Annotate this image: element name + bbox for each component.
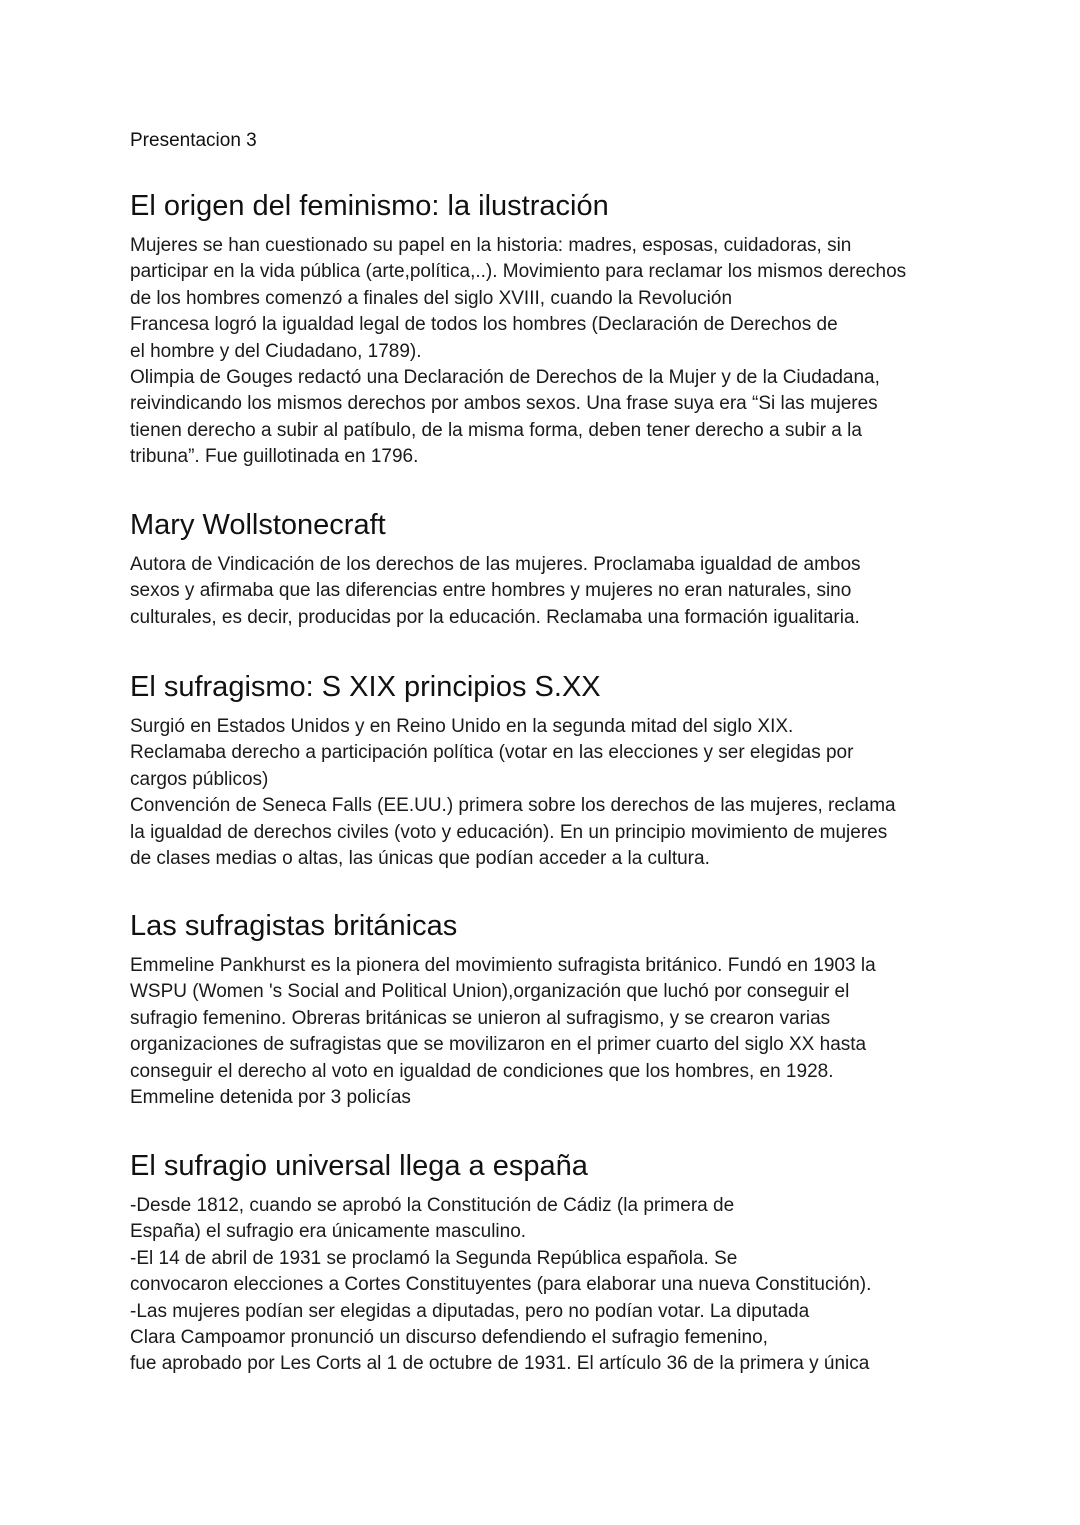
section-heading: El sufragismo: S XIX principios S.XX: [130, 671, 601, 703]
paragraph-line: Emmeline Pankhurst es la pionera del movimiento sufragista británico. Fundó en 1903 la: [130, 955, 876, 976]
paragraph-line: cargos públicos): [130, 768, 269, 790]
paragraph-line: convocaron elecciones a Cortes Constituyentes (para elaborar una nueva Constitución).: [130, 1274, 872, 1296]
paragraph-line: WSPU (Women 's Social and Political Union),organización que luchó por conseguir el: [130, 981, 850, 1003]
document-page: [130, 128, 960, 1375]
paragraph-line: Autora de Vindicación de los derechos de las mujeres. Proclamaba igualdad de ambos: [130, 554, 861, 575]
section-heading: El origen del feminismo: la ilustración: [130, 190, 609, 222]
paragraph-line: Clara Campoamor pronunció un discurso defendiendo el sufragio femenino,: [130, 1327, 768, 1349]
paragraph-line: de clases medias o altas, las únicas que podían acceder a la cultura.: [130, 848, 710, 870]
paragraph-line: tribuna”. Fue guillotinada en 1796.: [130, 446, 419, 468]
paragraph-line: culturales, es decir, producidas por la educación. Reclamaba una formación igualitaria.: [130, 606, 860, 628]
paragraph-line: el hombre y del Ciudadano, 1789).: [130, 340, 422, 362]
paragraph-line: tienen derecho a subir al patíbulo, de la misma forma, deben tener derecho a subir a la: [130, 419, 862, 441]
paragraph-line: fue aprobado por Les Corts al 1 de octubre de 1931. El artículo 36 de la primera y única: [130, 1353, 870, 1375]
paragraph-line: Reclamaba derecho a participación política (votar en las elecciones y ser elegidas por: [130, 742, 854, 764]
paragraph-line: Mujeres se han cuestionado su papel en la historia: madres, esposas, cuidadoras, sin: [130, 235, 852, 256]
paragraph-line: reivindicando los mismos derechos por ambos sexos. Una frase suya era “Si las mujeres: [130, 393, 878, 415]
paragraph-line: de los hombres comenzó a finales del siglo XVIII, cuando la Revolución: [130, 287, 733, 309]
paragraph-line: sexos y afirmaba que las diferencias entre hombres y mujeres no eran naturales, sino: [130, 580, 852, 602]
paragraph-line: conseguir el derecho al voto en igualdad de condiciones que los hombres, en 1928.: [130, 1060, 834, 1082]
paragraph-line: organizaciones de sufragistas que se movilizaron en el primer cuarto del siglo XX hasta: [130, 1034, 867, 1056]
paragraph-line: Olimpia de Gouges redactó una Declaración de Derechos de la Mujer y de la Ciudadana,: [130, 367, 880, 389]
paragraph-line: sufragio femenino. Obreras británicas se unieron al sufragismo, y se crearon varias: [130, 1007, 831, 1029]
paragraph-line: -Las mujeres podían ser elegidas a diputadas, pero no podían votar. La diputada: [130, 1300, 810, 1322]
paragraph-line: -Desde 1812, cuando se aprobó la Constitución de Cádiz (la primera de: [130, 1195, 735, 1216]
paragraph-line: Surgió en Estados Unidos y en Reino Unido en la segunda mitad del siglo XIX.: [130, 716, 794, 737]
section-sufragistas-britanicas: [130, 907, 876, 1111]
paragraph-line: -El 14 de abril de 1931 se proclamó la Segunda República española. Se: [130, 1247, 738, 1269]
section-sufragio-universal-espana: [130, 1147, 871, 1378]
paragraph-line: Convención de Seneca Falls (EE.UU.) primera sobre los derechos de las mujeres, reclama: [130, 795, 896, 817]
paragraph-line: España) el sufragio era únicamente masculino.: [130, 1221, 527, 1243]
paragraph-line: la igualdad de derechos civiles (voto y educación). En un principio movimiento de mujeres: [130, 821, 888, 843]
section-mary-wollstonecraft: [130, 506, 861, 631]
paragraph-line: Emmeline detenida por 3 policías: [130, 1087, 411, 1109]
document-title: Presentacion 3: [130, 130, 257, 151]
section-heading: Mary Wollstonecraft: [130, 509, 386, 541]
section-heading: Las sufragistas británicas: [130, 910, 458, 942]
section-sufragismo: [130, 668, 896, 872]
section-heading: El sufragio universal llega a españa: [130, 1150, 588, 1182]
paragraph-line: Francesa logró la igualdad legal de todos los hombres (Declaración de Derechos de: [130, 314, 838, 336]
paragraph-line: participar en la vida pública (arte,política,..). Movimiento para reclamar los mismos derechos: [130, 261, 907, 283]
section-origen-feminismo: [130, 187, 906, 471]
